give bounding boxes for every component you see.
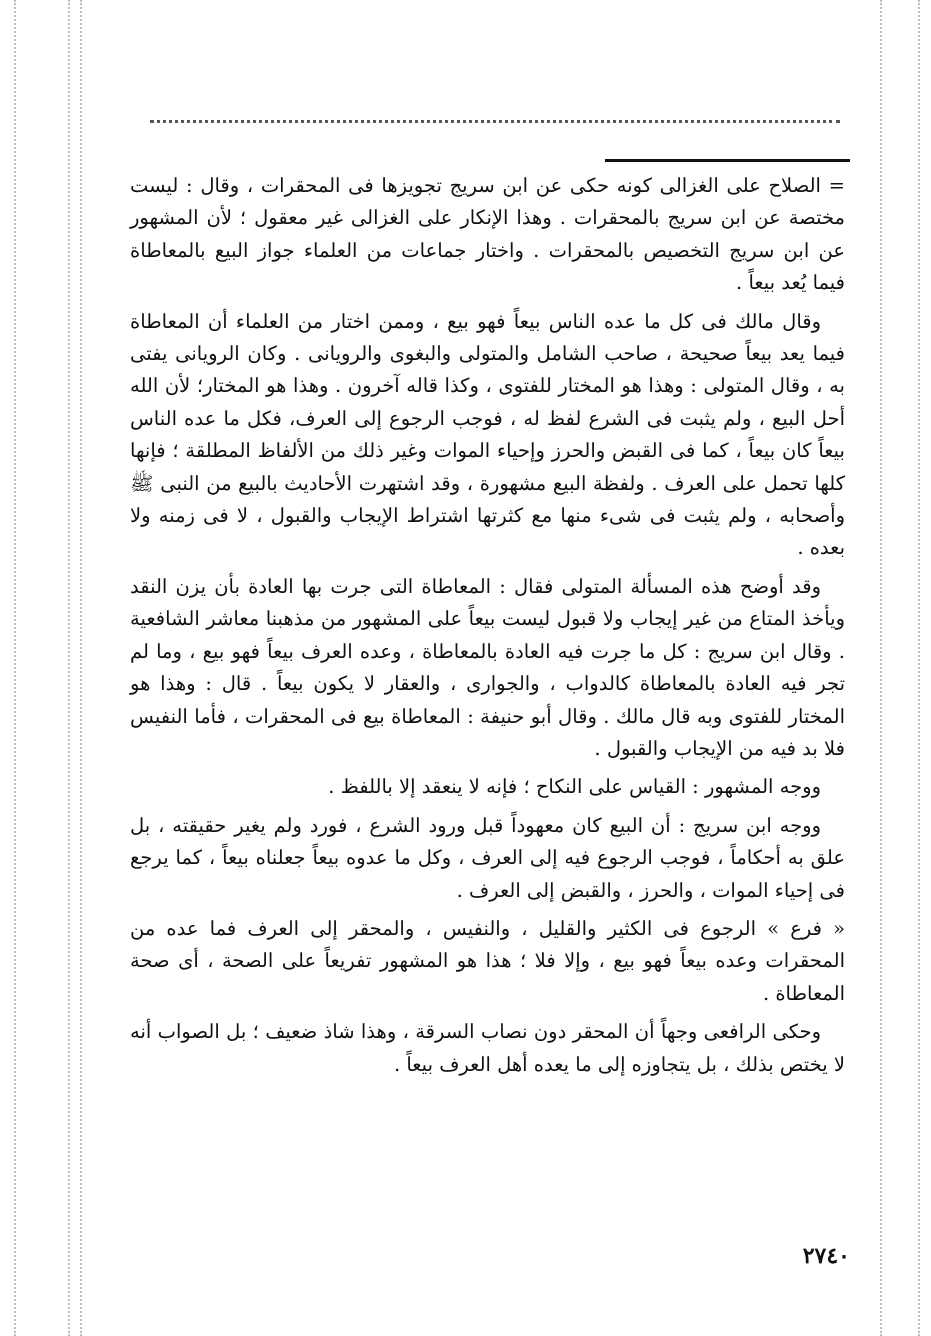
scan-margin-dots (918, 0, 920, 1336)
paragraph: ووجه ابن سريج : أن البيع كان معهوداً قبل ورود الشرع ، فورد ولم يغير حقيقته ، بل علق به أحكاماً ، فوجب الرجوع فيه إلى العرف ، وكل ما عدوه بيعاً جعلناه بيعاً ، كما يرجع فى إحياء الموات ، والحرز ، والقبض إلى العرف . (130, 813, 845, 902)
paragraph: وحكى الرافعى وجهاً أن المحقر دون نصاب السرقة ، وهذا شاذ ضعيف ؛ بل الصواب أنه لا يختص بذلك ، بل يتجاوزه إلى ما يعده أهل العرف بيعاً . (130, 1020, 845, 1076)
scan-margin-dots (14, 0, 16, 1336)
paragraph: وقد أوضح هذه المسألة المتولى فقال : المعاطاة التى جرت بها العادة بأن يزن النقد ويأخذ المتاع من غير إيجاب ولا قبول ليست بيعاً على المشهور من مذهبنا معاشر الشافعية . وقال ابن سريج : كل ما جرت فيه العادة بالمعاطاة ، وعده العرف بيعاً فهو بيع ، وما لم تجر فيه العادة بالمعاطاة كالدواب ، والجوارى ، والعقار لا يكون بيعاً . قال : وهذا هو المختار للفتوى وبه قال مالك . وقال أبو حنيفة : المعاطاة بيع فى المحقرات ، فأما النفيس فلا بد فيه من الإيجاب والقبول . (130, 574, 845, 760)
scan-margin-dots (880, 0, 882, 1336)
scan-margin-dots (68, 0, 70, 1336)
paragraph: = الصلاح على الغزالى كونه حكى عن ابن سريج تجويزها فى المحقرات ، وقال : ليست مختصة عن ابن سريج بالمحقرات . وهذا الإنكار على الغزالى غير معقول ؛ لأن المشهور عن ابن سريج التخصيص بالمحقرات . واختار جماعات من العلماء جواز البيع بالمعاطاة فيما يُعد بيعاً . (130, 174, 845, 295)
paragraph: « فرع » الرجوع فى الكثير والقليل ، والنفيس ، والمحقر إلى العرف فما عده من المحقرات وعده بيعاً فهو بيع ، وإلا فلا ؛ هذا هو المشهور تفريعاً على الصحة ، أى صحة المعاطاة . (130, 916, 845, 1005)
footnote-rule (605, 159, 850, 162)
page-number: ٢٧٤٠ (802, 1243, 850, 1269)
paragraph: ووجه المشهور : القياس على النكاح ؛ فإنه لا ينعقد إلا باللفظ . (328, 775, 821, 799)
header-dotted-rule (150, 120, 840, 123)
paragraph: وقال مالك فى كل ما عده الناس بيعاً فهو بيع ، وممن اختار من العلماء أن المعاطاة فيما يعد بيعاً صحيحة ، صاحب الشامل والمتولى والبغوى والرويانى . وكان الرويانى يفتى به ، وقال المتولى : وهذا هو المختار للفتوى ، وكذا قاله آخرون . وهذا هو المختار؛ لأن الله أحل البيع ، ولم يثبت فى الشرع لفظ له ، فوجب الرجوع إلى العرف، فكل ما عده الناس بيعاً كان بيعاً ، كما فى القبض والحرز وإحياء الموات وغير ذلك من الألفاظ المطلقة ؛ فإنها كلها تحمل على العرف . ولفظة البيع مشهورة ، وقد اشتهرت الأحاديث بالبيع من النبى ﷺ وأصحابه ، ولم يثبت فى شىء منها مع كثرتها اشتراط الإيجاب والقبول ، لا فى زمنه ولا بعده . (130, 309, 845, 560)
scan-margin-dots (80, 0, 82, 1336)
page-body (130, 170, 845, 1087)
